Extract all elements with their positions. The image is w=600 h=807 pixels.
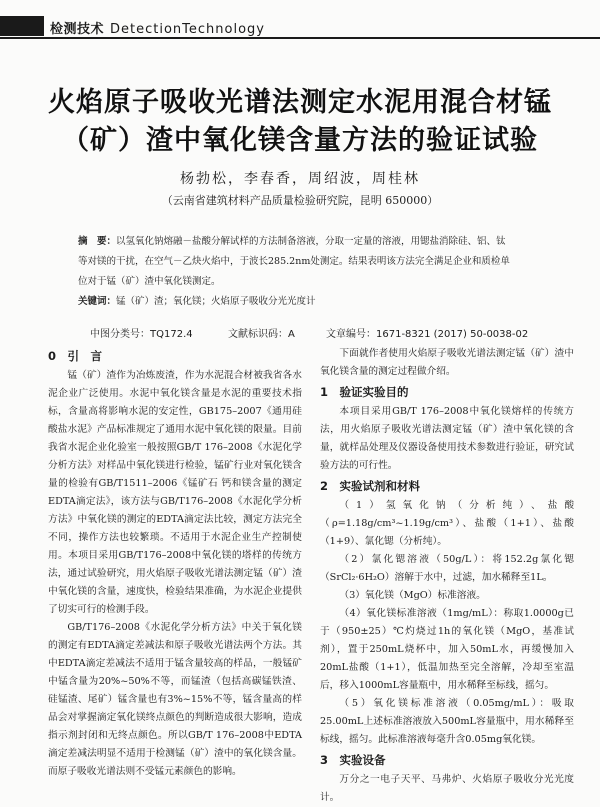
paragraph: （3）氧化镁（MgO）标准溶液。 [339, 590, 486, 601]
affiliation: （云南省建筑材料产品质量检验研究院，昆明 650000） [161, 194, 439, 207]
keywords-label: 关键词： [78, 296, 117, 307]
right-column [320, 345, 574, 807]
title-line-2: （矿）渣中氧化镁含量方法的验证试验 [62, 125, 538, 156]
authors: 杨勃松，李春香，周绍波，周桂林 [180, 171, 420, 187]
paragraph: 锰（矿）渣作为冶炼废渣，作为水泥混合材被我省各水泥企业广泛使用。水泥中氧化镁含量是水泥的重要技术指标，含量高将影响水泥的安定性，GB175–2007《通用硅酸盐水泥》产品标准规定了通用水泥中氧化镁的限量。目前我省水泥企业化验室一般按照GB/T 176–2008《水泥化学分析方法》对样品中氧化镁进行检验，锰矿行业对氧化镁含量的检验有GB/T1511–2006《锰矿石 钙和镁含量的测定 EDTA滴定法》，该方法与GB/T176–2008《水泥化学分析方法》中氧化镁的测定的EDTA滴定法比较，测定方法完全不同，操作方法也较繁琐。不适用于水泥企业生产控制使用。本项目采用GB/T176–2008中氧化镁的塔样的传统方法，通过试验研究，用火焰原子吸收光谱法测定锰（矿）渣中氧化镁的含量，速度快，检验结果准确，为水泥企业提供了切实可行的检测手段。 [48, 370, 302, 615]
document-code: 文献标识码：A [228, 329, 295, 340]
section-heading: 1 验证实验目的 [320, 385, 409, 399]
paragraph: 万分之一电子天平、马弗炉、火焰原子吸收分光光度计。 [320, 774, 574, 803]
paragraph: GB/T176–2008《水泥化学分析方法》中关于氧化镁的测定有EDTA滴定差减法和原子吸收光谱法两个方法。其中EDTA滴定差减法不适用于锰含量较高的样品，一般锰矿中锰含量为20%~50%不等，而锰渣（包括高碳锰铁渣、硅锰渣、尾矿）锰含量也有3%~15%不等，锰含量高的样品会对掌握滴定氧化镁终点颜色的判断造成很大影响，造成指示剂封闭和无终点颜色。所以GB/T 176–2008中EDTA滴定差减法明显不适用于检测锰（矿）渣中的氧化镁含量。而原子吸收光谱法则不受锰元素颜色的影响。 [48, 622, 302, 777]
keywords-text: 锰（矿）渣；氧化镁；火焰原子吸收分光光度计 [116, 296, 316, 307]
paragraph: （5）氧化镁标准溶液（0.05mg/mL）：吸取25.00mL上述标准溶液放入500mL容量瓶中，用水稀释至标线，摇匀。此标准溶液每毫升含0.05mg氧化镁。 [320, 698, 574, 745]
abstract [78, 232, 514, 292]
title-line-1: 火焰原子吸收光谱法测定水泥用混合材锰 [48, 87, 552, 118]
section-name-en: DetectionTechnology [110, 22, 265, 37]
abstract-text: 以氢氧化钠熔融－盐酸分解试样的方法制备溶液，分取一定量的溶液，用锶盐消除硅、铝、钛等对镁的干扰，在空气－乙炔火焰中，于波长285.2nm处测定。结果表明该方法完全满足企业和质检单位对于锰（矿）渣中氧化镁测定。 [78, 236, 510, 287]
abstract-label: 摘 要： [78, 236, 117, 247]
paragraph: （4）氧化镁标准溶液（1mg/mL）：称取1.0000g已于（950±25）℃灼烧过1h的氧化镁（MgO，基准试剂），置于250mL烧杯中，加入50mL水，再缓慢加入20mL盐酸（1+1），低温加热至完全溶解，冷却至室温后，移入1000mL容量瓶中，用水稀释至标线，摇匀。 [320, 608, 574, 691]
article-number: 文章编号：1671-8321 (2017) 50-0038-02 [326, 329, 529, 340]
keywords [78, 293, 514, 307]
clc-number: 中图分类号：TQ172.4 [90, 329, 193, 340]
paragraph: （2）氯化锶溶液（50g/L）：将152.2g氯化锶（SrCl₂·6H₂O）溶解于水中，过滤，加水稀释至1L。 [320, 554, 574, 583]
section-heading: 2 实验试剂和材料 [320, 479, 421, 493]
section-name-cn: 检测技术 [50, 22, 105, 37]
left-column [48, 345, 302, 781]
paragraph: （1）氢氧化钠（分析纯）、盐酸（ρ=1.18g/cm³~1.19g/cm³）、盐酸（1+1）、盐酸（1+9）、氯化锶（分析纯）。 [320, 500, 574, 547]
paragraph: 本项目采用GB/T 176–2008中氧化镁熔样的传统方法，用火焰原子吸收光谱法测定锰（矿）渣中氧化镁的含量，就样品处理及仪器设备使用技术参数进行验证，研究试验方法的可行性。 [320, 406, 574, 471]
journal-header [0, 16, 600, 38]
header-rule [0, 37, 600, 39]
paragraph: 下面就作者使用火焰原子吸收光谱法测定锰（矿）渣中氧化镁含量的测定过程做介绍。 [320, 348, 574, 377]
section-heading: 3 实验设备 [320, 753, 386, 767]
section-heading: 0 引 言 [48, 349, 103, 363]
header-black-bar [0, 16, 44, 36]
header-section-title [50, 18, 265, 37]
